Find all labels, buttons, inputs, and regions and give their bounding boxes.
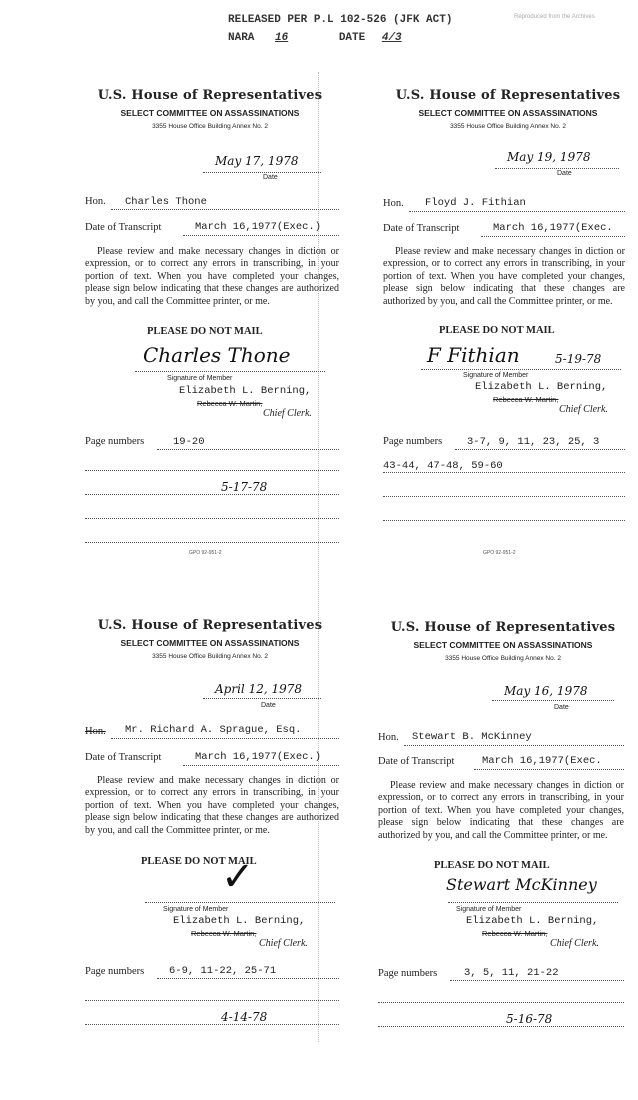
transcript-date: March 16,1977(Exec. bbox=[482, 755, 602, 767]
nara-line bbox=[228, 32, 412, 44]
page-line-3 bbox=[378, 1026, 624, 1027]
hon-label-struck: Hon. bbox=[85, 726, 106, 737]
signature-line bbox=[421, 369, 621, 370]
form-date: May 17, 1978 bbox=[215, 154, 299, 168]
do-not-mail: PLEASE DO NOT MAIL bbox=[141, 856, 257, 867]
release-stamp bbox=[228, 14, 452, 26]
clerk-title: Chief Clerk. bbox=[550, 938, 599, 949]
hon-name: Floyd J. Fithian bbox=[425, 197, 526, 209]
hon-name: Stewart B. McKinney bbox=[412, 731, 532, 743]
struck-clerk: Rebecca W. Martin, bbox=[197, 399, 263, 408]
struck-clerk: Rebecca W. Martin, bbox=[191, 929, 257, 938]
do-not-mail: PLEASE DO NOT MAIL bbox=[147, 326, 263, 337]
transcript-line bbox=[183, 235, 339, 236]
date-line bbox=[203, 172, 321, 173]
signature-date: 5-19-78 bbox=[555, 352, 602, 366]
hon-line bbox=[404, 745, 624, 746]
page-numbers: 19-20 bbox=[173, 436, 205, 448]
nara-label: NARA bbox=[228, 32, 255, 44]
transcript-line bbox=[481, 236, 625, 237]
form-mckinney bbox=[378, 620, 628, 1100]
date-line bbox=[203, 698, 321, 699]
transcript-date: March 16,1977(Exec.) bbox=[195, 751, 322, 763]
hon-line bbox=[111, 738, 339, 739]
page-numbers: 6-9, 11-22, 25-71 bbox=[169, 965, 277, 977]
hon-label: Hon. bbox=[378, 732, 399, 743]
form-title: U.S. House of Representatives bbox=[97, 88, 323, 103]
member-signature: Stewart McKinney bbox=[446, 875, 597, 894]
page-line-1 bbox=[455, 449, 625, 450]
instructions: Please review and make necessary changes in diction or expression, or to correct any errors in transcribing, in your portion of text. When you have completed your changes, please sign below indicating that these changes are authorized by you, and call the Committee printer, or me. bbox=[378, 780, 624, 841]
transcript-date: March 16,1977(Exec.) bbox=[195, 221, 322, 233]
instructions: Please review and make necessary changes in diction or expression, or to correct any errors in transcribing, in your portion of text. When you have completed your changes, please sign below indicating that these changes are authorized by you, and call the Committee printer, or me. bbox=[383, 246, 625, 307]
date-label: Date bbox=[263, 174, 278, 181]
stamp-date-label: DATE bbox=[338, 32, 366, 44]
form-date: April 12, 1978 bbox=[215, 682, 303, 696]
page-line-2 bbox=[85, 1000, 339, 1001]
clerk-title: Chief Clerk. bbox=[559, 404, 608, 415]
page-line-1 bbox=[157, 449, 339, 450]
form-date: May 16, 1978 bbox=[504, 684, 588, 698]
nara-value: 16 bbox=[275, 32, 289, 44]
page-label: Page numbers bbox=[85, 436, 145, 447]
clerk-title: Chief Clerk. bbox=[259, 938, 308, 949]
date-line bbox=[492, 700, 614, 701]
form-fithian bbox=[383, 88, 633, 568]
page-line-2 bbox=[383, 472, 625, 473]
instructions: Please review and make necessary changes in diction or expression, or to correct any errors in transcribing, in your portion of text. When you have completed your changes, please sign below indicating that these changes are authorized by you, and call the Committee printer, or me. bbox=[85, 775, 339, 836]
signature-label: Signature of Member bbox=[463, 372, 529, 379]
clerk-title: Chief Clerk. bbox=[263, 408, 312, 419]
page-line-3 bbox=[85, 1024, 339, 1025]
date-label: Date bbox=[554, 704, 569, 711]
transcript-date: March 16,1977(Exec. bbox=[493, 222, 613, 234]
date-label: Date bbox=[557, 170, 572, 177]
hon-label: Hon. bbox=[383, 198, 404, 209]
committee-address: 3355 House Office Building Annex No. 2 bbox=[152, 123, 268, 130]
signature-label: Signature of Member bbox=[167, 375, 233, 382]
form-title: U.S. House of Representatives bbox=[97, 618, 323, 633]
return-date: 5-16-78 bbox=[506, 1012, 553, 1026]
page-line-4 bbox=[85, 518, 339, 519]
page-line-1 bbox=[157, 978, 339, 979]
page-line-2 bbox=[85, 470, 339, 471]
committee-name: SELECT COMMITTEE ON ASSASSINATIONS bbox=[418, 108, 598, 118]
repro-note: Reproduced from the Archives bbox=[514, 14, 595, 20]
transcript-label: Date of Transcript bbox=[383, 223, 460, 234]
signature-line bbox=[135, 371, 325, 372]
struck-clerk: Rebecca W. Martin, bbox=[493, 395, 559, 404]
page-numbers: 3, 5, 11, 21-22 bbox=[464, 967, 559, 979]
stamp-date-value: 4/3 bbox=[381, 32, 402, 44]
clerk-name: Elizabeth L. Berning, bbox=[466, 915, 599, 927]
struck-clerk: Rebecca W. Martin, bbox=[482, 929, 548, 938]
page-label: Page numbers bbox=[85, 966, 145, 977]
clerk-name: Elizabeth L. Berning, bbox=[475, 381, 608, 393]
clerk-name: Elizabeth L. Berning, bbox=[179, 385, 312, 397]
hon-name: Mr. Richard A. Sprague, Esq. bbox=[125, 724, 302, 736]
page-line-3 bbox=[383, 496, 625, 497]
signature-label: Signature of Member bbox=[456, 906, 522, 913]
signature-line bbox=[448, 902, 618, 903]
page-numbers-cont: 43-44, 47-48, 59-60 bbox=[383, 460, 503, 472]
hon-name: Charles Thone bbox=[125, 196, 207, 208]
date-label: Date bbox=[261, 702, 276, 709]
committee-name: SELECT COMMITTEE ON ASSASSINATIONS bbox=[413, 640, 593, 650]
released-text: RELEASED PER P.L bbox=[228, 14, 334, 26]
do-not-mail: PLEASE DO NOT MAIL bbox=[434, 860, 550, 871]
gpo-code: GPO 92-951-2 bbox=[189, 550, 222, 556]
return-date: 5-17-78 bbox=[221, 480, 268, 494]
page-numbers: 3-7, 9, 11, 23, 25, 3 bbox=[467, 436, 600, 448]
return-date: 4-14-78 bbox=[221, 1010, 268, 1024]
page-line-1 bbox=[450, 980, 624, 981]
clerk-name: Elizabeth L. Berning, bbox=[173, 915, 306, 927]
signature-line bbox=[145, 902, 335, 903]
member-signature: Charles Thone bbox=[143, 343, 291, 367]
gpo-code: GPO 92-951-2 bbox=[483, 550, 516, 556]
page-label: Page numbers bbox=[383, 436, 443, 447]
hon-label: Hon. bbox=[85, 196, 106, 207]
committee-address: 3355 House Office Building Annex No. 2 bbox=[152, 653, 268, 660]
committee-address: 3355 House Office Building Annex No. 2 bbox=[450, 123, 566, 130]
hon-line bbox=[111, 209, 339, 210]
form-date: May 19, 1978 bbox=[507, 150, 591, 164]
transcript-line bbox=[474, 769, 624, 770]
transcript-label: Date of Transcript bbox=[378, 756, 455, 767]
member-signature: F Fithian bbox=[427, 343, 520, 367]
transcript-label: Date of Transcript bbox=[85, 752, 162, 763]
form-thone bbox=[85, 88, 339, 568]
signature-label: Signature of Member bbox=[163, 906, 229, 913]
member-signature: ✓ bbox=[221, 854, 255, 900]
committee-name: SELECT COMMITTEE ON ASSASSINATIONS bbox=[120, 108, 300, 118]
transcript-label: Date of Transcript bbox=[85, 222, 162, 233]
page-line-5 bbox=[85, 542, 339, 543]
form-sprague bbox=[85, 618, 339, 1098]
page-line-3 bbox=[85, 494, 339, 495]
law-text: 102-526 (JFK ACT) bbox=[340, 14, 453, 26]
transcript-line bbox=[183, 765, 339, 766]
instructions: Please review and make necessary changes in diction or expression, or to correct any errors in transcribing, in your portion of text. When you have completed your changes, please sign below indicating that these changes are authorized by you, and call the Committee printer, or me. bbox=[85, 246, 339, 307]
form-title: U.S. House of Representatives bbox=[390, 620, 616, 635]
page-line-2 bbox=[378, 1002, 624, 1003]
date-line bbox=[495, 168, 619, 169]
form-title: U.S. House of Representatives bbox=[395, 88, 621, 103]
hon-line bbox=[409, 211, 625, 212]
committee-name: SELECT COMMITTEE ON ASSASSINATIONS bbox=[120, 638, 300, 648]
do-not-mail: PLEASE DO NOT MAIL bbox=[439, 325, 555, 336]
page-line-4 bbox=[383, 520, 625, 521]
committee-address: 3355 House Office Building Annex No. 2 bbox=[445, 655, 561, 662]
page-label: Page numbers bbox=[378, 968, 438, 979]
